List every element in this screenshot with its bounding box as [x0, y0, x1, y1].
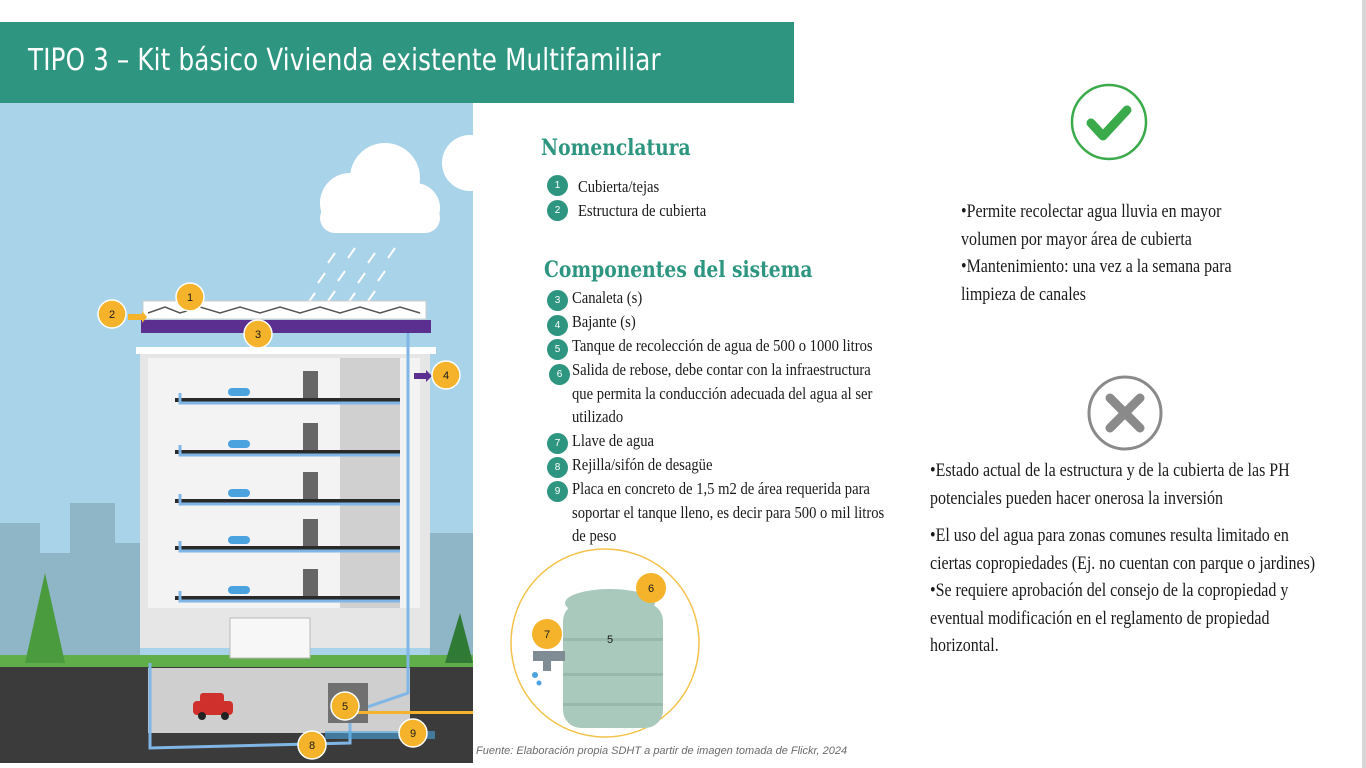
- componentes-heading: Componentes del sistema: [544, 257, 813, 283]
- number-badge: 5: [547, 339, 568, 360]
- basement: [148, 668, 410, 733]
- component-item: de peso: [572, 526, 617, 545]
- number-badge: 2: [547, 200, 568, 221]
- nomenclatura-item: Estructura de cubierta: [578, 201, 707, 220]
- number-badge: 4: [547, 315, 568, 336]
- nomenclatura-item: Cubierta/tejas: [578, 177, 660, 196]
- pros-list: [961, 198, 1232, 308]
- faucet-icon: [533, 651, 565, 661]
- number-badge: 7: [547, 433, 568, 454]
- component-item: soportar el tanque lleno, es decir para 500 o mil litros: [572, 503, 885, 522]
- component-item: que permita la conducción adecuada del agua al ser: [572, 384, 873, 403]
- number-badge: 3: [547, 290, 568, 311]
- cons-line: horizontal.: [930, 635, 999, 656]
- tank-detail: [505, 543, 705, 743]
- slide-edge: [1362, 0, 1366, 768]
- source-caption: Fuente: Elaboración propia SDHT a partir de imagen tomada de Flickr, 2024: [476, 745, 848, 757]
- cons-line: •Se requiere aprobación del consejo de la copropiedad y: [930, 580, 1289, 601]
- number-badge: 9: [547, 481, 568, 502]
- component-item: Bajante (s): [572, 312, 636, 331]
- number-badge: 1: [547, 175, 568, 196]
- cons-line: eventual modificación en el reglamento de propiedad: [930, 607, 1270, 629]
- gutter: [141, 320, 431, 333]
- pros-line: volumen por mayor área de cubierta: [961, 228, 1192, 250]
- component-item: Llave de agua: [572, 431, 654, 450]
- pros-line: •Mantenimiento: una vez a la semana para: [961, 256, 1232, 277]
- marker-label: 8: [308, 740, 316, 752]
- marker-label: 1: [186, 292, 194, 304]
- cons-line: •Estado actual de la estructura y de la cubierta de las PH: [930, 460, 1290, 481]
- x-circle-icon: [1086, 374, 1166, 454]
- building-illustration: [0, 103, 473, 763]
- marker-label: 6: [647, 583, 655, 595]
- component-item: Salida de rebose, debe contar con la infraestructura: [572, 360, 871, 379]
- component-item: Canaleta (s): [572, 288, 643, 307]
- marker-label: 5: [341, 701, 349, 713]
- component-item: Placa en concreto de 1,5 m2 de área requerida para: [572, 479, 870, 498]
- pros-line: •Permite recolectar agua lluvia en mayor: [961, 201, 1222, 222]
- number-badge: 6: [549, 364, 570, 385]
- slide-title: TIPO 3 – Kit básico Vivienda existente Multifamiliar: [28, 43, 661, 78]
- component-item: Tanque de recolección de agua de 500 o 1000 litros: [572, 336, 873, 355]
- cons-line: ciertas copropiedades (Ej. no cuentan con parque o jardines): [930, 552, 1316, 574]
- marker-label: 9: [409, 728, 417, 740]
- check-circle-icon: [1069, 83, 1149, 163]
- number-badge: 8: [547, 457, 568, 478]
- cons-line: potenciales pueden hacer onerosa la inversión: [930, 487, 1223, 509]
- nomenclatura-heading: Nomenclatura: [541, 135, 691, 161]
- arrow-icon: [128, 314, 142, 320]
- pros-line: limpieza de canales: [961, 283, 1086, 305]
- marker-label: 2: [108, 309, 116, 321]
- marker-label: 3: [254, 329, 262, 341]
- component-item: utilizado: [572, 407, 624, 426]
- component-item: Rejilla/sifón de desagüe: [572, 455, 713, 474]
- cons-list: [930, 457, 1315, 660]
- tank-label: 5: [606, 634, 614, 646]
- cons-line: •El uso del agua para zonas comunes resulta limitado en: [930, 525, 1289, 546]
- marker-label: 4: [442, 370, 450, 382]
- marker-label: 7: [543, 629, 551, 641]
